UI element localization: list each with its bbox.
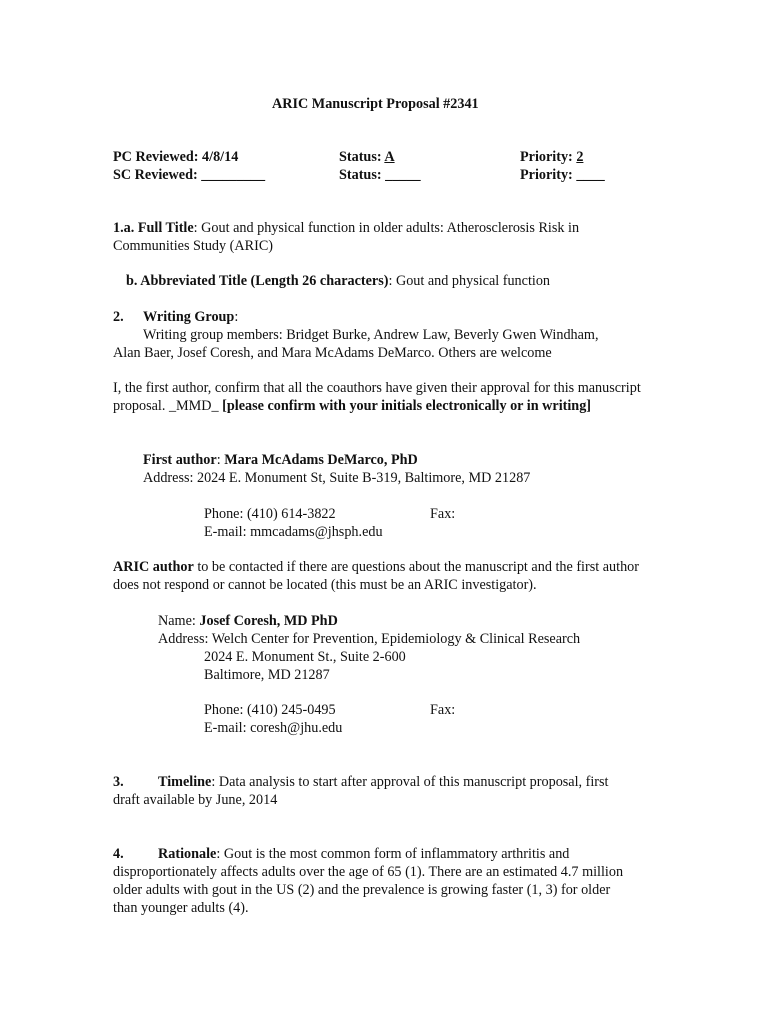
aric-author-note (113, 558, 653, 594)
abbreviated-title-text: : Gout and physical function (388, 273, 551, 289)
aric-author-fax: Fax: (430, 702, 456, 718)
confirmation-text: I, the first author, confirm that all the coauthors have given their approval for this manuscript proposal. _MMD_ (113, 380, 641, 414)
full-title-label: 1.a. Full Title (113, 220, 194, 236)
aric-author-email: E-mail: coresh@jhu.edu (204, 720, 343, 736)
first-author-colon: : (216, 452, 225, 468)
status-value: A (384, 149, 395, 165)
rationale-text-1: : Gout is the most common form of inflammatory arthritis and (216, 846, 570, 862)
section-1b-abbreviated-title (126, 272, 550, 290)
section-3-number: 3. (113, 774, 124, 790)
section-4-line-2: disproportionately affects adults over the age of 65 (1). There are an estimated 4.7 million (113, 864, 624, 880)
writing-group-label: Writing Group (143, 309, 235, 325)
aric-author-label: ARIC author (113, 559, 194, 575)
pc-reviewed: PC Reviewed: 4/8/14 (113, 149, 239, 165)
status-line-1 (339, 148, 395, 166)
writing-group-members-line-2: Alan Baer, Josef Coresh, and Mara McAdams DeMarco. Others are welcome (113, 345, 552, 361)
priority-label: Priority: (520, 149, 577, 165)
writing-group-colon: : (234, 309, 239, 325)
timeline-label: Timeline (158, 774, 212, 790)
aric-author-address-1: Address: Welch Center for Prevention, Epidemiology & Clinical Research (158, 631, 581, 647)
aric-author-name-label: Name: (158, 613, 200, 629)
confirmation-instruction: [please confirm with your initials electronically or in writing] (222, 398, 592, 414)
section-2-number: 2. (113, 309, 124, 325)
section-4-line-3: older adults with gout in the US (2) and the prevalence is growing faster (1, 3) for older (113, 882, 611, 898)
first-author-name: Mara McAdams DeMarco, PhD (224, 452, 418, 468)
rationale-label: Rationale (158, 846, 217, 862)
coauthor-confirmation (113, 379, 645, 415)
writing-group-members-line-1: Writing group members: Bridget Burke, Andrew Law, Beverly Gwen Windham, (143, 327, 599, 343)
abbreviated-title-label: b. Abbreviated Title (Length 26 characters) (126, 273, 389, 289)
aric-author-name-line (158, 612, 338, 630)
aric-author-name: Josef Coresh, MD PhD (199, 613, 338, 629)
first-author-label: First author (143, 452, 217, 468)
priority-line-1 (520, 148, 583, 166)
full-title-text: : Gout and physical function in older adults: Atherosclerosis Risk in Communities Study (ARIC) (113, 220, 580, 254)
section-3-line-2: draft available by June, 2014 (113, 792, 278, 808)
aric-author-phone: Phone: (410) 245-0495 (204, 702, 336, 718)
aric-author-address-2: 2024 E. Monument St., Suite 2-600 (204, 649, 406, 665)
timeline-text-1: : Data analysis to start after approval of this manuscript proposal, first (211, 774, 609, 790)
first-author-address: Address: 2024 E. Monument St, Suite B-319, Baltimore, MD 21287 (143, 470, 531, 486)
first-author-email: E-mail: mmcadams@jhsph.edu (204, 524, 383, 540)
aric-author-address-3: Baltimore, MD 21287 (204, 667, 330, 683)
first-author-fax: Fax: (430, 506, 456, 522)
document-title: ARIC Manuscript Proposal #2341 (272, 96, 479, 112)
first-author-phone: Phone: (410) 614-3822 (204, 506, 336, 522)
section-4-line-1 (158, 845, 569, 863)
priority-value: 2 (576, 149, 584, 165)
aric-author-text: to be contacted if there are questions about the manuscript and the first author does not respond or cannot be located (this must be an ARIC investigator). (113, 559, 639, 593)
status-label: Status: (339, 149, 385, 165)
section-4-number: 4. (113, 846, 124, 862)
section-2-heading (143, 308, 238, 326)
section-4-line-4: than younger adults (4). (113, 900, 249, 916)
sc-reviewed: SC Reviewed: _________ (113, 167, 266, 183)
section-3-line-1 (158, 773, 609, 791)
first-author-line (143, 451, 418, 469)
priority-line-2: Priority: ____ (520, 167, 605, 183)
status-line-2: Status: _____ (339, 167, 421, 183)
section-1a-full-title (113, 219, 633, 255)
